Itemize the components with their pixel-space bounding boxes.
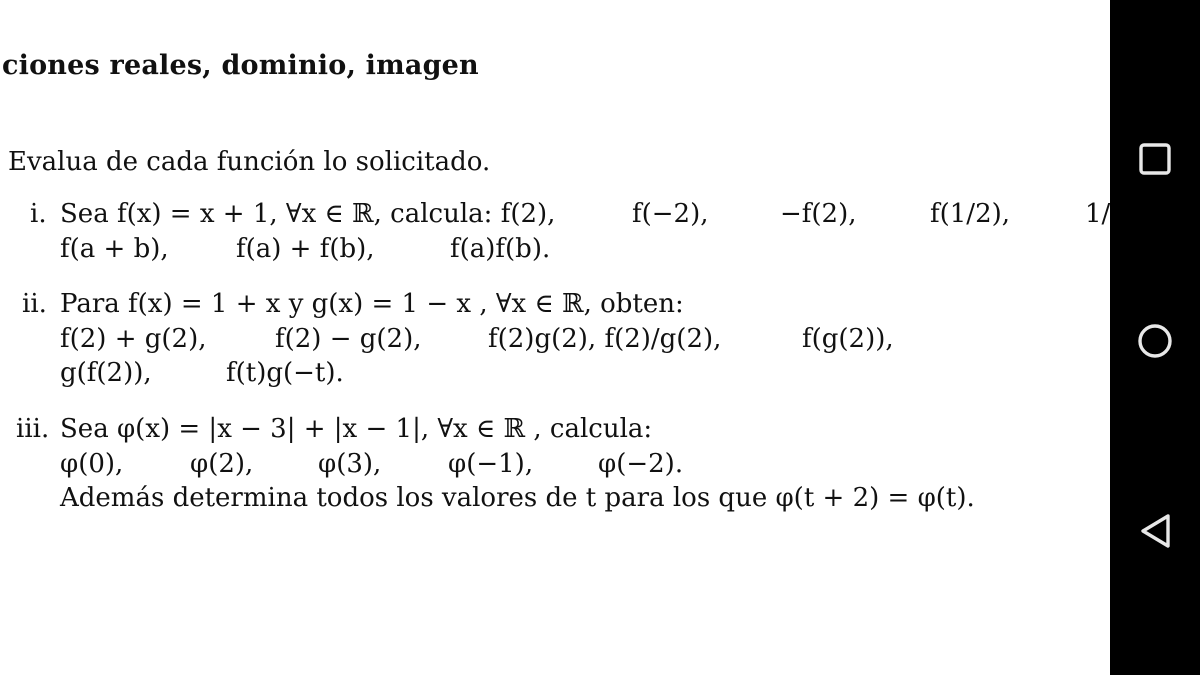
item-iii-expr-phi0: φ(0), — [60, 449, 124, 479]
item-iii-expr-phi2: φ(2), — [190, 449, 254, 479]
item-iii-line3: Además determina todos los valores de t para los que φ(t + 2) = φ(t). — [60, 483, 975, 513]
item-ii-expr-ft-g-neg-t: f(t)g(−t). — [226, 358, 344, 388]
android-navigation-bar — [1110, 0, 1200, 675]
item-ii-expr-diff: f(2) − g(2), — [275, 324, 422, 354]
item-i-expr-f-a-plus-b: f(a + b), — [60, 234, 169, 264]
item-ii-line1: Para f(x) = 1 + x y g(x) = 1 − x , ∀x ∈ ℝ, obten: — [60, 289, 684, 319]
instructions-text: Evalua de cada función lo solicitado. — [8, 147, 491, 177]
item-i-expr-fa-plus-fb: f(a) + f(b), — [236, 234, 375, 264]
item-label-ii: ii. — [22, 289, 47, 319]
circle-icon — [1135, 321, 1175, 361]
section-heading: ciones reales, dominio, imagen — [2, 50, 479, 81]
back-button[interactable] — [1132, 508, 1178, 554]
item-ii-expr-prod-quot: f(2)g(2), f(2)/g(2), — [488, 324, 722, 354]
item-i-expr-neg-f2: −f(2), — [780, 199, 857, 229]
item-iii-line1: Sea φ(x) = |x − 3| + |x − 1|, ∀x ∈ ℝ , calcula: — [60, 414, 653, 444]
item-ii-expr-g-of-f: g(f(2)), — [60, 358, 152, 388]
item-ii-expr-f-of-g: f(g(2)), — [802, 324, 894, 354]
item-iii-expr-phi-neg2: φ(−2). — [598, 449, 684, 479]
item-iii-expr-phi3: φ(3), — [318, 449, 382, 479]
item-label-i: i. — [30, 199, 47, 229]
square-icon — [1138, 142, 1172, 176]
item-iii-expr-phi-neg1: φ(−1), — [448, 449, 534, 479]
item-i-expr-f-neg2: f(−2), — [632, 199, 709, 229]
item-i-expr-f-half: f(1/2), — [930, 199, 1011, 229]
item-i-expr-fa-fb: f(a)f(b). — [450, 234, 551, 264]
recents-button[interactable] — [1132, 136, 1178, 182]
triangle-back-icon — [1135, 511, 1175, 551]
home-button[interactable] — [1132, 318, 1178, 364]
item-i-line1: Sea f(x) = x + 1, ∀x ∈ ℝ, calcula: f(2), — [60, 199, 556, 229]
item-ii-expr-sum: f(2) + g(2), — [60, 324, 207, 354]
item-label-iii: iii. — [16, 414, 50, 444]
item-i-expr-truncated: 1/ — [1085, 199, 1110, 229]
